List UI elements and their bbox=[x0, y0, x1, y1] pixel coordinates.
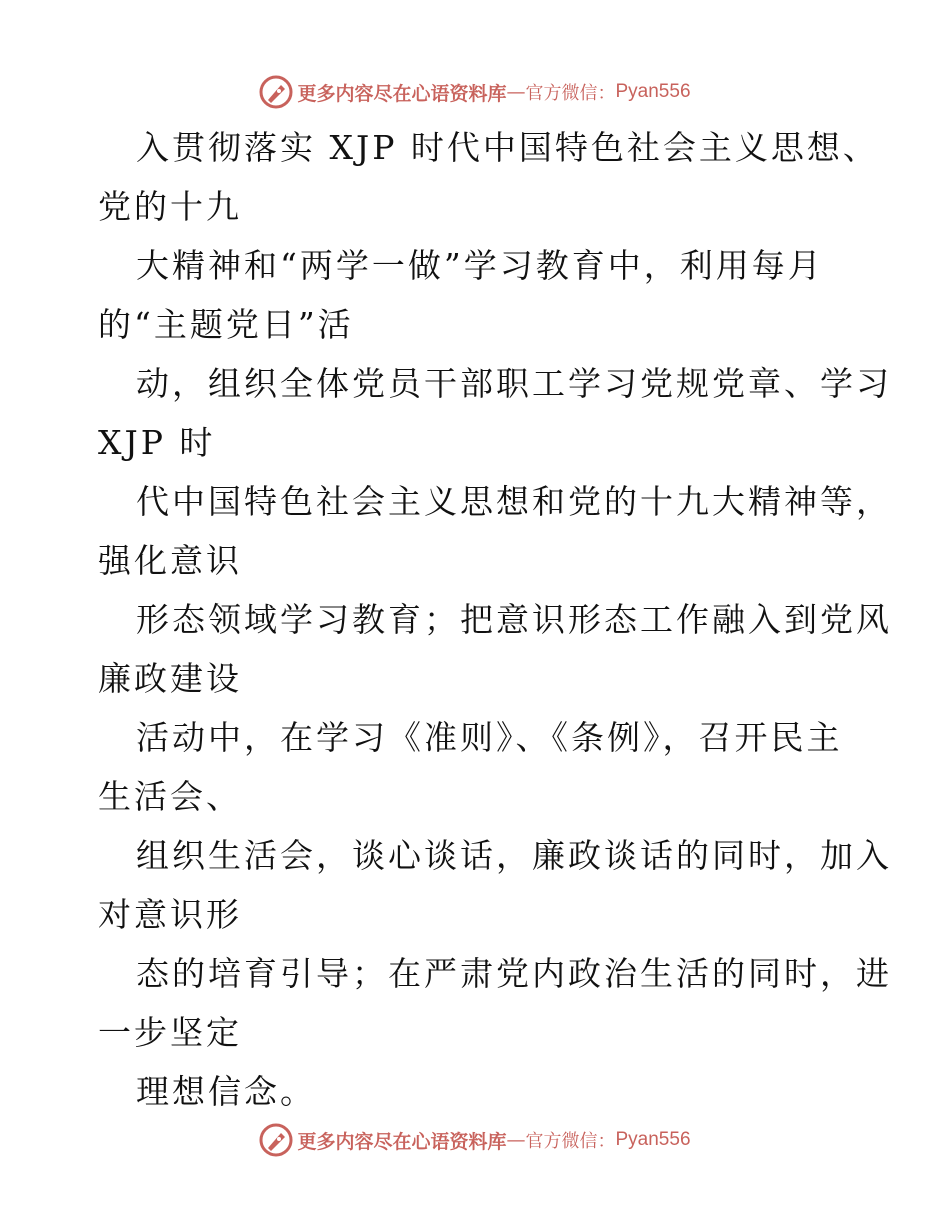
pen-nib-logo-icon bbox=[259, 1123, 293, 1157]
watermark-wechat-id: Pyan556 bbox=[615, 81, 691, 102]
body-line: 对意识形 bbox=[98, 895, 242, 934]
body-line: 入贯彻落实 XJP 时代中国特色社会主义思想、 bbox=[136, 128, 879, 167]
watermark-dash: — bbox=[506, 81, 526, 103]
watermark-dash: — bbox=[506, 1129, 526, 1151]
watermark-text: 更多内容尽在心语资料库 bbox=[297, 1130, 507, 1153]
body-line: 大精神和“两学一做”学习教育中，利用每月 bbox=[136, 246, 824, 285]
body-line: 的“主题党日”活 bbox=[98, 305, 354, 344]
body-line: 理想信念。 bbox=[136, 1072, 316, 1111]
watermark-text: 更多内容尽在心语资料库 bbox=[297, 82, 507, 105]
watermark-wechat-id: Pyan556 bbox=[615, 1129, 691, 1150]
watermark-label: 官方微信： bbox=[525, 83, 616, 104]
body-line: 活动中，在学习《准则》、《条例》，召开民主 bbox=[136, 718, 843, 757]
document-body bbox=[98, 118, 892, 1121]
body-line: 党的十九 bbox=[98, 187, 242, 226]
body-line: 一步坚定 bbox=[98, 1013, 242, 1052]
body-line: 动，组织全体党员干部职工学习党规党章、学习 bbox=[136, 364, 892, 403]
body-line: XJP 时 bbox=[98, 423, 216, 462]
body-line: 组织生活会，谈心谈话，廉政谈话的同时，加入 bbox=[136, 836, 892, 875]
body-line: 廉政建设 bbox=[98, 659, 242, 698]
body-line: 代中国特色社会主义思想和党的十九大精神等， bbox=[136, 482, 892, 521]
body-line: 态的培育引导；在严肃党内政治生活的同时，进 bbox=[136, 954, 892, 993]
pen-nib-logo-icon bbox=[259, 75, 293, 109]
body-line: 形态领域学习教育；把意识形态工作融入到党风 bbox=[136, 600, 892, 639]
watermark-label: 官方微信： bbox=[525, 1131, 616, 1152]
body-line: 强化意识 bbox=[98, 541, 242, 580]
body-line: 生活会、 bbox=[98, 777, 242, 816]
header-watermark bbox=[0, 72, 950, 112]
footer-watermark bbox=[0, 1120, 950, 1160]
